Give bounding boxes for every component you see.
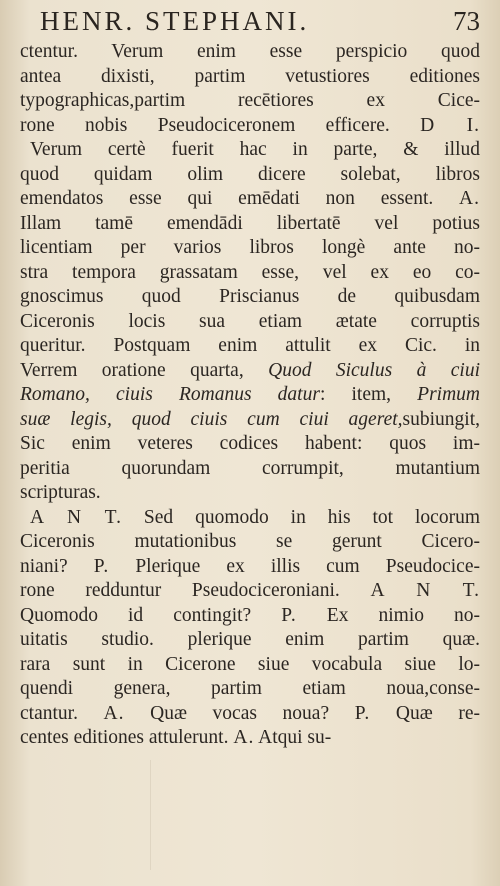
- text-segment: Illam tamē emendādi libertatē vel potius: [20, 212, 480, 234]
- page-number: 73: [453, 6, 480, 36]
- text-line: [20, 89, 480, 114]
- speaker-label: P.: [354, 702, 371, 724]
- text-segment: rone redduntur Pseudociceroniani.: [20, 580, 371, 601]
- text-segment: centes editiones attulerunt.: [20, 727, 234, 748]
- text-segment: quendi genera, partim etiam noua,conse-: [20, 678, 480, 699]
- text-line: [20, 579, 480, 604]
- text-segment: Quæ vocas noua?: [124, 702, 355, 724]
- text-line: [20, 212, 480, 237]
- quotation: Romano, ciuis Romanus datur: [20, 384, 320, 405]
- text-line: [20, 506, 480, 531]
- text-line: [20, 653, 480, 678]
- text-segment: ctentur. Verum enim esse perspicio quod: [20, 41, 480, 62]
- text-segment: Ciceronis locis sua etiam ætate corruptis: [20, 310, 480, 332]
- text-segment: Verum certè fuerit hac in parte, & illud: [30, 139, 480, 160]
- text-line: [20, 65, 480, 90]
- quotation: Primum: [417, 384, 480, 405]
- text-line: [20, 726, 480, 751]
- speaker-label: A N T.: [370, 580, 480, 601]
- text-line: [20, 628, 480, 653]
- text-segment: queritur. Postquam enim attulit ex Cic. in: [20, 335, 480, 356]
- text-segment: antea dixisti, partim vetustiores editiones: [20, 65, 480, 87]
- text-segment: emendatos esse qui emēdati non essent.: [20, 188, 460, 209]
- text-segment: ctantur.: [20, 702, 104, 724]
- body-text: [20, 40, 480, 751]
- text-segment: Sed quomodo in his tot locorum: [121, 506, 480, 528]
- text-segment: Atqui su-: [254, 727, 332, 748]
- page-header: [40, 6, 480, 40]
- text-line: [20, 163, 480, 188]
- speaker-label: D I.: [420, 114, 480, 136]
- text-line: [20, 285, 480, 310]
- show-through-mark: [150, 760, 271, 870]
- text-segment: peritia quorundam corrumpit, mutantium: [20, 457, 480, 479]
- text-line: [20, 187, 480, 212]
- speaker-label: A.: [459, 188, 480, 209]
- text-line: [20, 677, 480, 702]
- speaker-label: P.: [281, 604, 297, 626]
- quotation: suæ legis, quod ciuis cum ciui ageret,: [20, 408, 403, 430]
- text-segment: Quæ re-: [370, 702, 480, 724]
- text-line: [20, 604, 480, 629]
- text-line: [20, 310, 480, 335]
- text-line: [20, 359, 480, 384]
- text-segment: quod quidam olim dicere solebat, libros: [20, 163, 480, 185]
- speaker-label: A.: [103, 702, 125, 724]
- quotation: Quod Siculus à ciui: [268, 359, 480, 381]
- text-line: [20, 432, 480, 457]
- text-line: [20, 138, 480, 163]
- running-head: HENR. STEPHANI.: [40, 6, 310, 36]
- text-segment: uitatis studio. plerique enim partim quæ.: [20, 629, 480, 650]
- text-line: [20, 555, 480, 580]
- text-line: [20, 408, 480, 433]
- speaker-label: A N T.: [30, 506, 122, 528]
- text-segment: typographicas,partim recētiores ex Cice-: [20, 90, 480, 111]
- text-segment: Plerique ex illis cum Pseudocice-: [109, 555, 480, 577]
- text-segment: rone nobis Pseudociceronem efficere.: [20, 114, 421, 136]
- text-segment: Sic enim veteres codices habent: quos im-: [20, 433, 480, 454]
- text-segment: Ex nimio no-: [296, 604, 480, 626]
- text-line: [20, 457, 480, 482]
- text-segment: : item,: [319, 384, 418, 405]
- text-segment: niani?: [20, 555, 94, 577]
- text-line: [20, 40, 480, 65]
- text-segment: stra tempora grassatam esse, vel ex eo co-: [20, 261, 480, 283]
- text-line: [20, 383, 480, 408]
- text-segment: rara sunt in Cicerone siue vocabula siue lo-: [20, 653, 480, 675]
- text-line: [20, 334, 480, 359]
- text-segment: Ciceronis mutationibus se gerunt Cicero-: [20, 531, 480, 552]
- text-line: [20, 114, 480, 139]
- text-segment: scripturas.: [20, 482, 101, 503]
- text-segment: licentiam per varios libros longè ante no-: [20, 237, 480, 258]
- text-segment: Quomodo id contingit?: [20, 604, 282, 626]
- text-line: [20, 261, 480, 286]
- text-line: [20, 530, 480, 555]
- text-line: [20, 702, 480, 727]
- speaker-label: A.: [233, 727, 255, 748]
- speaker-label: P.: [93, 555, 110, 577]
- text-line: [20, 236, 480, 261]
- text-line: [20, 481, 480, 506]
- text-segment: gnoscimus quod Priscianus de quibusdam: [20, 286, 480, 307]
- text-segment: Verrem oratione quarta,: [20, 359, 269, 381]
- text-segment: subiungit,: [402, 408, 480, 430]
